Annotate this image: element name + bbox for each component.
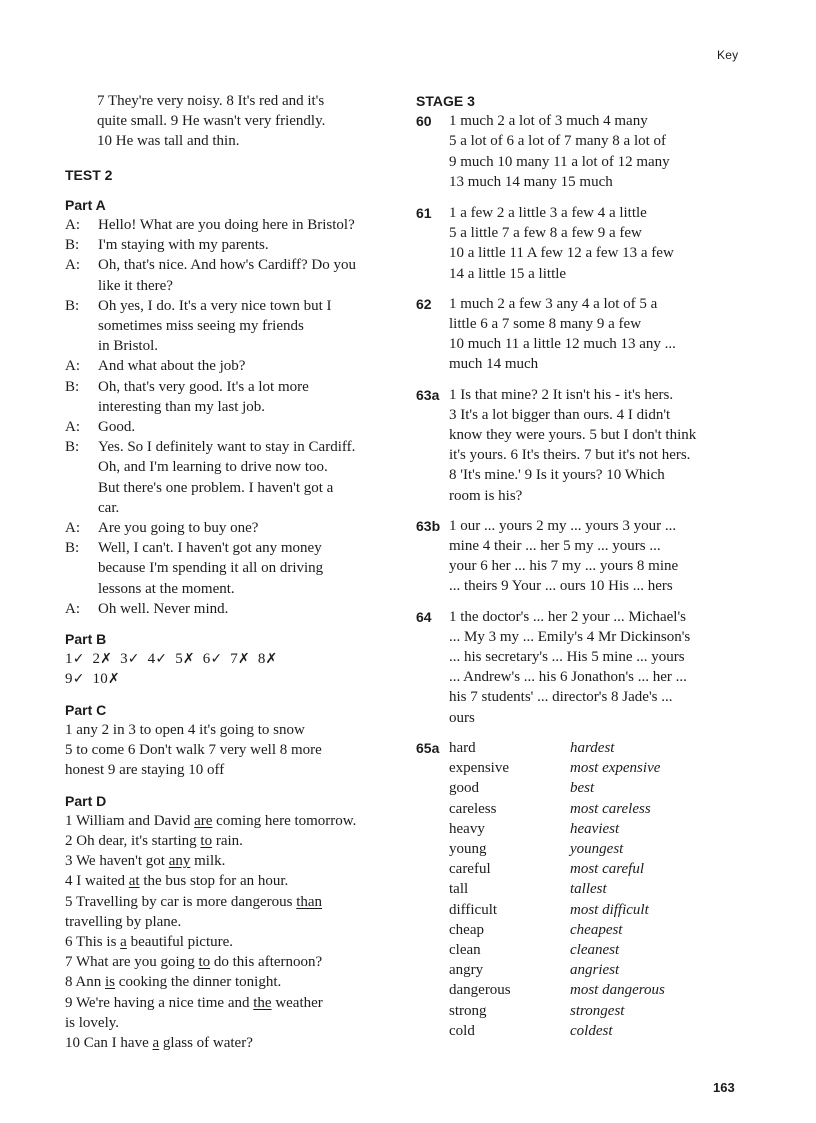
part-title: Part A [65,196,106,213]
answer-number: 4 [147,651,156,668]
exercise-63b [416,516,756,597]
speech-line: Yes. So I definitely want to stay in Cardiff. [98,439,356,456]
stage-title: STAGE 3 [416,93,475,109]
dialogue-line [65,437,400,518]
speaker-label: B: [65,540,80,557]
underlined-answer: than [296,893,323,910]
text-fragment: the bus stop for an hour. [139,873,289,890]
superlative: best [570,780,595,797]
check-mark-icon: ✓ [72,671,85,688]
dialogue-line [65,296,400,357]
text-fragment: is lovely. [65,1014,120,1031]
speech-line: But there's one problem. I haven't got a [98,479,334,496]
text-line [65,912,400,932]
speaker-label: A: [65,257,80,274]
text-line [65,892,400,912]
part-title: Part C [65,701,107,718]
exercise-number: 60 [416,113,432,130]
speech-line: interesting than my last job. [98,398,266,415]
text-line: ... theirs 9 Your ... ours 10 His ... hers [449,578,673,595]
speaker-label: B: [65,439,80,456]
speaker-label: B: [65,378,80,395]
text-line: honest 9 are staying 10 off [65,762,225,779]
part-b [65,629,400,690]
exercise-61 [416,203,756,284]
text-line: his 7 students' ... director's 8 Jade's ... [449,689,673,706]
speech-line: Hello! What are you doing here in Bristol? [98,217,355,234]
underlined-answer: the [253,994,272,1011]
text-line: ... his secretary's ... His 5 mine ... yours [449,649,685,666]
speaker-label: A: [65,600,80,617]
text-line: it's yours. 6 It's theirs. 7 but it's not hers. [449,447,691,464]
text-fragment: travelling by plane. [65,913,182,930]
text-line [65,972,400,992]
part-title: Part D [65,792,107,809]
exercise-60 [416,111,756,192]
exercise-number: 61 [416,205,432,222]
text-line: 10 much 11 a little 12 much 13 any ... [449,336,676,353]
superlative: cleanest [570,941,620,958]
dialogue-line [65,377,400,417]
exercise-number: 62 [416,295,432,312]
exercise-number: 65a [416,739,440,756]
text-fragment: coming here tomorrow. [212,812,357,829]
superlative-row [449,920,756,940]
adjective: expensive [449,760,509,777]
text-line: your 6 her ... his 7 my ... yours 8 mine [449,558,679,575]
exercise-answers [449,111,756,192]
adjective: strong [449,1002,487,1019]
answer-number: 1 [65,651,73,668]
superlative: angriest [570,962,620,979]
text-line: 1 our ... yours 2 my ... yours 3 your ... [449,517,677,534]
superlative-row [449,879,756,899]
superlative: strongest [570,1002,625,1019]
text-fragment: milk. [190,853,226,870]
text-line [65,993,400,1013]
text-line: 5 to come 6 Don't walk 7 very well 8 more [65,742,322,759]
cross-mark-icon: ✗ [182,651,195,668]
underlined-answer: are [194,812,213,829]
answer-number: 8 [257,651,266,668]
text-line: 5 a little 7 a few 8 a few 9 a few [449,225,642,242]
superlative-row [449,960,756,980]
exercise-63a [416,385,756,506]
superlative: heaviest [570,820,620,837]
text-line: 1 any 2 in 3 to open 4 it's going to snow [65,721,305,738]
superlative-row [449,778,756,798]
speech [98,437,400,518]
text-line [65,871,400,891]
speech-line: because I'm spending it all on driving [98,560,324,577]
exercise-answers [449,203,756,284]
page-number: 163 [713,1080,735,1095]
adjective: cheap [449,921,484,938]
underlined-answer: to [198,954,211,971]
text-fragment: 8 Ann [65,974,106,991]
adjective: hard [449,739,476,756]
cross-mark-icon: ✗ [100,651,113,668]
text-fragment: glass of water? [159,1034,253,1051]
speech [98,215,400,235]
speech-line: Oh yes, I do. It's a very nice town but I [98,297,332,314]
marks-line [65,669,400,689]
adjective: cold [449,1022,475,1039]
adjective: angry [449,962,484,979]
speaker-label: A: [65,358,80,375]
exercise-64 [416,607,756,728]
adjective: difficult [449,901,498,918]
text-line: know they were yours. 5 but I don't think [449,427,697,444]
speech [98,296,400,357]
superlative-table [449,738,756,1041]
text-line [65,831,400,851]
text-line: 1 Is that mine? 2 It isn't his - it's hers. [449,386,674,403]
exercise-answers [449,607,756,728]
speaker-label: A: [65,419,80,436]
text-line: 14 a little 15 a little [449,265,567,282]
answer-number: 6 [202,651,211,668]
underlined-answer: a [120,933,127,950]
text-line: 13 much 14 many 15 much [449,173,613,190]
cross-mark-icon: ✗ [265,651,278,668]
speech-line: sometimes miss seeing my friends [98,318,304,335]
answer-number: 7 [230,651,238,668]
text-fragment: 5 Travelling by car is more dangerous [65,893,297,910]
adjective: young [449,840,487,857]
superlative-row [449,1021,756,1041]
text-line: 9 much 10 many 11 a lot of 12 many [449,153,670,170]
speech-line: Are you going to buy one? [98,520,259,537]
marks-line [65,649,400,669]
dialogue-line [65,538,400,599]
speech [98,599,400,619]
superlative: most careful [570,861,645,878]
adjective: careless [449,800,497,817]
text-fragment: 4 I waited [65,873,129,890]
check-mark-icon: ✓ [155,651,168,668]
text-fragment: do this afternoon? [210,954,323,971]
superlative-row [449,859,756,879]
text-line [65,932,400,952]
cross-mark-icon: ✗ [107,671,120,688]
speech [98,518,400,538]
right-column [416,91,756,1041]
speech-line: Oh, and I'm learning to drive now too. [98,459,328,476]
speaker-label: B: [65,297,80,314]
superlative: youngest [570,840,624,857]
text-line: ours [449,709,475,726]
left-column [65,91,400,1053]
superlative: most dangerous [570,982,665,999]
text-fragment: 9 We're having a nice time and [65,994,254,1011]
exercise-number: 64 [416,608,432,625]
text-line [65,952,400,972]
speech-line: And what about the job? [98,358,246,375]
superlative-row [449,819,756,839]
speech [98,356,400,376]
text-line: little 6 a 7 some 8 many 9 a few [449,316,642,333]
speech-line: I'm staying with my parents. [98,237,269,254]
text-fragment: 6 This is [65,933,121,950]
underlined-answer: to [200,832,213,849]
speech-line: Oh well. Never mind. [98,600,229,617]
underlined-answer: a [152,1034,160,1051]
text-line: 1 the doctor's ... her 2 your ... Michael's [449,608,687,625]
text-fragment: cooking the dinner tonight. [115,974,282,991]
text-fragment: 1 William and David [65,812,195,829]
text-line: 5 a lot of 6 a lot of 7 many 8 a lot of [449,133,667,150]
speech-line: Oh, that's very good. It's a lot more [98,378,309,395]
test-title: TEST 2 [65,166,113,183]
text-line [65,851,400,871]
text-line: quite small. 9 He wasn't very friendly. [97,113,326,130]
superlative-row [449,738,756,758]
speaker-label: B: [65,237,80,254]
text-line: ... Andrew's ... his 6 Jonathon's ... her ... [449,669,687,686]
adjective: clean [449,941,481,958]
text-line: 7 They're very noisy. 8 It's red and it's [97,93,325,109]
superlative-row [449,940,756,960]
answer-number: 3 [120,651,128,668]
text-line [65,1033,400,1053]
test1-continuation [65,91,400,152]
exercise-answers [449,294,756,375]
part-title: Part B [65,631,107,648]
text-line: ... My 3 my ... Emily's 4 Mr Dickinson's [449,628,691,645]
adjective: heavy [449,820,485,837]
speech-line: car. [98,499,120,516]
answer-number: 5 [175,651,183,668]
part-a [65,195,400,619]
speech-line: like it there? [98,277,173,294]
exercise-62 [416,294,756,375]
speech [98,377,400,417]
text-line: 3 It's a lot bigger than ours. 4 I didn't [449,406,671,423]
speaker-label: A: [65,217,80,234]
text-fragment: 10 Can I have [65,1034,153,1051]
answer-number: 9 [65,671,73,688]
part-d [65,791,400,1054]
exercise-number: 63b [416,517,441,534]
speaker-label: A: [65,520,80,537]
text-fragment: rain. [212,832,243,849]
speech [98,235,400,255]
superlative: hardest [570,739,615,756]
text-fragment: beautiful picture. [126,933,234,950]
dialogue-line [65,356,400,376]
superlative-row [449,900,756,920]
speech-line: lessons at the moment. [98,580,235,597]
answer-number: 10 [92,671,108,688]
adjective: dangerous [449,982,511,999]
cross-mark-icon: ✗ [237,651,250,668]
answer-number: 2 [92,651,101,668]
text-line [65,811,400,831]
superlative-row [449,758,756,778]
dialogue-line [65,518,400,538]
text-fragment: 7 What are you going [65,954,199,971]
underlined-answer: is [105,974,116,991]
text-line: 10 a little 11 A few 12 a few 13 a few [449,245,674,262]
adjective: tall [449,881,469,898]
speech-line: Oh, that's nice. And how's Cardiff? Do you [98,257,357,274]
underlined-answer: any [168,853,191,870]
adjective: good [449,780,479,797]
text-fragment: 3 We haven't got [65,853,169,870]
dialogue-line [65,417,400,437]
speech-line: Good. [98,419,136,436]
part-c [65,700,400,781]
text-line: 10 He was tall and thin. [97,133,240,150]
underlined-answer: at [128,873,140,890]
superlative: most expensive [570,760,661,777]
superlative: coldest [570,1022,613,1039]
superlative-row [449,980,756,1000]
speech [98,417,400,437]
superlative-row [449,839,756,859]
part-d-lines [65,811,400,1053]
exercise-answers [449,516,756,597]
superlative: tallest [570,881,607,898]
exercise-number: 63a [416,386,440,403]
superlative: cheapest [570,921,623,938]
check-mark-icon: ✓ [72,651,85,668]
text-line: 1 much 2 a few 3 any 4 a lot of 5 a [449,295,658,312]
speech-line: Well, I can't. I haven't got any money [98,540,322,557]
superlative-row [449,1001,756,1021]
text-line: 1 a few 2 a little 3 a few 4 a little [449,205,647,222]
text-line: 8 'It's mine.' 9 Is it yours? 10 Which [449,467,665,484]
check-mark-icon: ✓ [127,651,140,668]
text-line: 1 much 2 a lot of 3 much 4 many [449,113,648,130]
running-header: Key [717,48,739,62]
text-line: room is his? [449,487,523,504]
check-mark-icon: ✓ [210,651,223,668]
text-fragment: weather [271,994,323,1011]
speech [98,255,400,295]
text-line [65,1013,400,1033]
text-fragment: 2 Oh dear, it's starting [65,832,201,849]
speech-line: in Bristol. [98,338,159,355]
superlative: most careless [570,800,651,817]
dialogue-line [65,215,400,235]
speech [98,538,400,599]
exercise-answers [449,385,756,506]
dialogue-line [65,255,400,295]
exercise-65a [416,738,756,1041]
adjective: careful [449,861,491,878]
superlative-row [449,799,756,819]
dialogue-line [65,235,400,255]
text-line: much 14 much [449,356,539,373]
text-line: mine 4 their ... her 5 my ... yours ... [449,538,661,555]
dialogue [65,215,400,619]
superlative: most difficult [570,901,649,918]
dialogue-line [65,599,400,619]
exercises [416,111,756,728]
